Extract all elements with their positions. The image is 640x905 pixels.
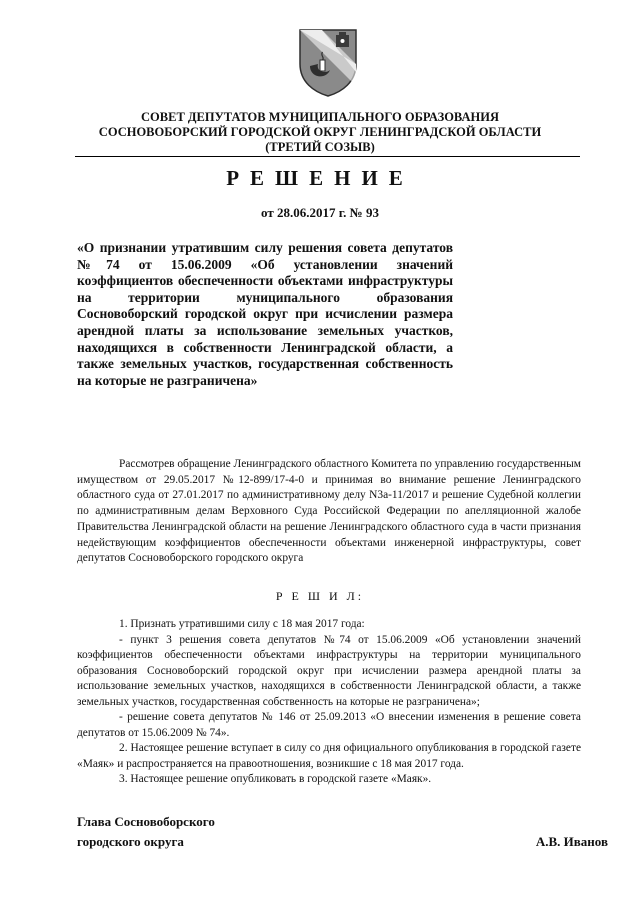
item-2: 2. Настоящее решение вступает в силу со дня официального опубликования в городской газете «Маяк» и распространяется на правоотношения, возникшие с 18 мая 2017 года. bbox=[77, 742, 581, 770]
signatory-name: А.В. Иванов bbox=[535, 834, 608, 849]
position-line-2: городского округа bbox=[77, 834, 184, 849]
header-line-3: (ТРЕТИЙ СОЗЫВ) bbox=[265, 140, 375, 154]
resolved-heading: Р Е Ш И Л: bbox=[275, 589, 365, 603]
header-line-2: СОСНОВОБОРСКИЙ ГОРОДСКОЙ ОКРУГ ЛЕНИНГРАДСКОЙ ОБЛАСТИ bbox=[98, 125, 542, 139]
signatory-position bbox=[77, 812, 215, 852]
item-1-subpoint-a: - пункт 3 решения совета депутатов №74 от 15.06.2009 «Об установлении значений коэффициентов обеспеченности объектами инфраструктуры на территории муниципального образования Сосновоборский городской округ при исчислении размера арендной платы за использование земельных участков, находящихся в собственности Ленинградской области, а также земельных участков, государственная собственность на которые не разграничена»; bbox=[77, 633, 581, 708]
document-title: РЕШЕНИЕ bbox=[226, 166, 414, 190]
header-divider bbox=[75, 156, 580, 157]
decision-subject: «О признании утратившим силу решения совета депутатов №74 от 15.06.2009 «Об установлении значений коэффициентов обеспеченности объектами инфраструктуры на территории муниципального образования Сосновоборский городской округ при исчислении размера арендной платы за использование земельных участков, находящихся в собственности Ленинградской области, а также земельных участков, государственная собственность на которые не разграничена» bbox=[77, 240, 453, 388]
position-line-1: Глава Сосновоборского bbox=[77, 814, 215, 829]
preamble-paragraph: Рассмотрев обращение Ленинградского областного Комитета по управлению государственным имуществом от 29.05.2017 №12-899/17-4-0 и принимая во внимание решение Ленинградского областного суда от 27.01.2017 по административному делу N3а-11/2017 и решение Судебной коллегии по административным делам Верховного Суда Российской Федерации по апелляционной жалобе Правительства Ленинградской области на решение Ленинградского областного суда в части признания недействующим коэффициентов обеспеченности объектами инженерной инфраструктуры, совет депутатов Сосновоборского городского округа bbox=[77, 458, 581, 565]
item-1-subpoint-b: - решение совета депутатов № 146 от 25.09.2013 «О внесении изменения в решение совета депутатов от 15.06.2009 № 74». bbox=[77, 711, 581, 739]
council-header bbox=[0, 110, 640, 155]
document-date-number: от 28.06.2017 г. № 93 bbox=[261, 205, 379, 220]
resolution-items bbox=[77, 617, 581, 788]
coat-of-arms-icon bbox=[296, 26, 360, 98]
header-line-1: СОВЕТ ДЕПУТАТОВ МУНИЦИПАЛЬНОГО ОБРАЗОВАНИЯ bbox=[141, 110, 499, 124]
item-3: 3. Настоящее решение опубликовать в городской газете «Маяк». bbox=[119, 773, 432, 785]
item-1: 1. Признать утратившими силу с 18 мая 2017 года: bbox=[119, 618, 365, 630]
